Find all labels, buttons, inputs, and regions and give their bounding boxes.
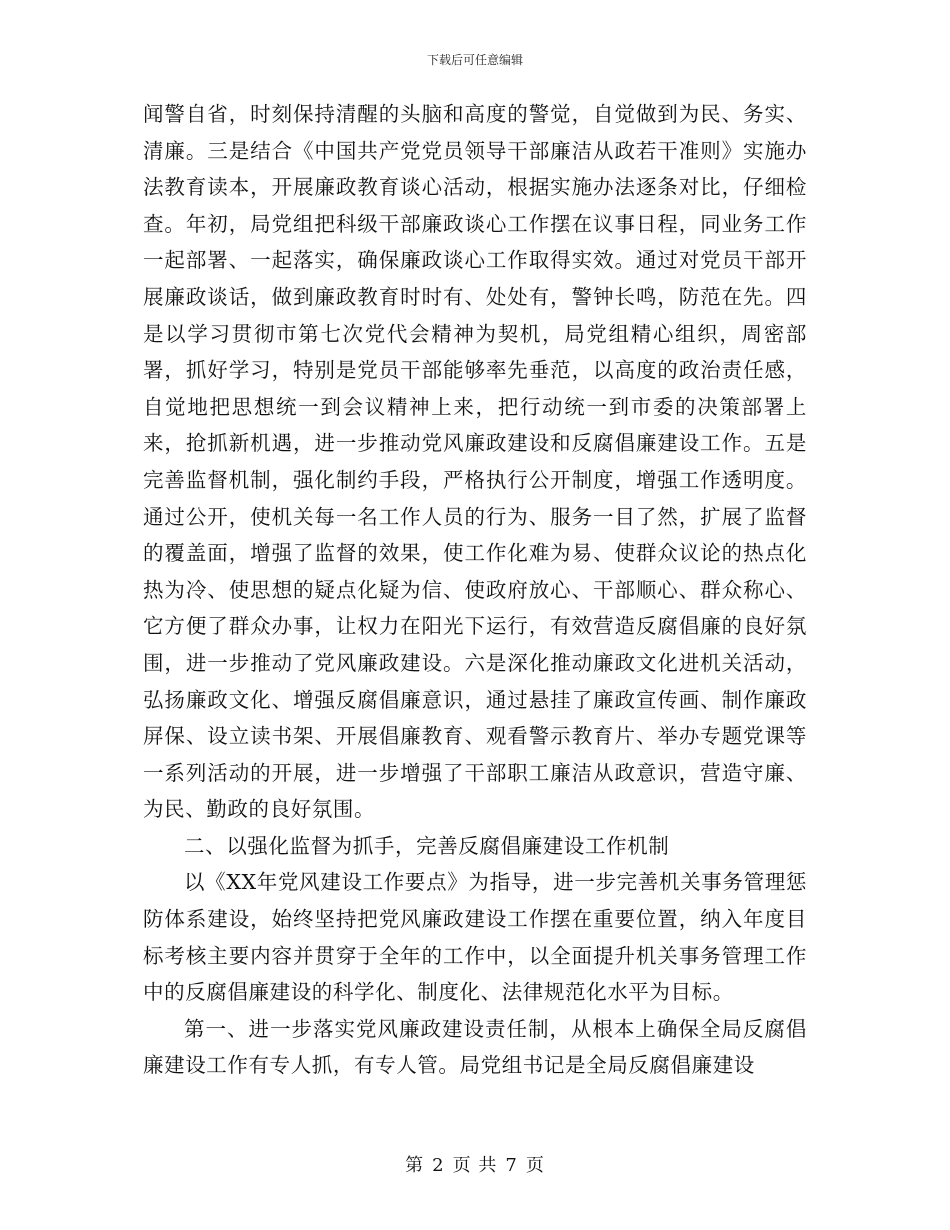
page-header xyxy=(0,52,950,68)
body-paragraph: 第一、进一步落实党风廉政建设责任制，从根本上确保全局反腐倡廉建设工作有专人抓，有专人管。局党组书记是全局反腐倡廉建设 xyxy=(143,1016,807,1078)
page-suffix: 页 xyxy=(525,1155,545,1176)
page-mid: 页 共 xyxy=(452,1155,498,1176)
section-heading: 二、以强化监督为抓手，完善反腐倡廉建设工作机制 xyxy=(184,833,670,858)
header-note: 下载后可任意编辑 xyxy=(426,53,523,67)
body-paragraph: 以《XX年党风建设工作要点》为指导，进一步完善机关事务管理惩防体系建设，始终坚持把党风廉政建设工作摆在重要位置，纳入年度目标考核主要内容并贯穿于全年的工作中，以全面提升机关事务管理工作中的反腐倡廉建设的科学化、制度化、法律规范化水平为目标。 xyxy=(143,870,807,1005)
body-paragraph-continued: 闻警自省，时刻保持清醒的头脑和高度的警觉，自觉做到为民、务实、清廉。三是结合《中国共产党党员领导干部廉洁从政若干准则》实施办法教育读本，开展廉政教育谈心活动，根据实施办法逐条对比，仔细检查。年初，局党组把科级干部廉政谈心工作摆在议事日程，同业务工作一起部署、一起落实，确保廉政谈心工作取得实效。通过对党员干部开展廉政谈话，做到廉政教育时时有、处处有，警钟长鸣，防范在先。四是以学习贯彻市第七次党代会精神为契机，局党组精心组织，周密部署，抓好学习，特别是党员干部能够率先垂范，以高度的政治责任感，自觉地把思想统一到会议精神上来，把行动统一到市委的决策部署上来，抢抓新机遇，进一步推动党风廉政建设和反腐倡廉建设工作。五是完善监督机制，强化制约手段，严格执行公开制度，增强工作透明度。通过公开，使机关每一名工作人员的行为、服务一目了然，扩展了监督的覆盖面，增强了监督的效果，使工作化难为易、使群众议论的热点化热为冷、使思想的疑点化疑为信、使政府放心、干部顺心、群众称心、它方便了群众办事，让权力在阳光下运行，有效营造反腐倡廉的良好氛围，进一步推动了党风廉政建设。六是深化推动廉政文化进机关活动，弘扬廉政文化、增强反腐倡廉意识，通过悬挂了廉政宣传画、制作廉政屏保、设立读书架、开展倡廉教育、观看警示教育片、举办专题党课等一系列活动的开展，进一步增强了干部职工廉洁从政意识，营造守廉、为民、勤政的良好氛围。 xyxy=(143,102,807,822)
page-number-footer xyxy=(0,1155,950,1177)
page-current: 2 xyxy=(432,1155,445,1176)
page-total: 7 xyxy=(505,1155,518,1176)
document-body xyxy=(143,96,807,1084)
page-prefix: 第 xyxy=(405,1155,425,1176)
